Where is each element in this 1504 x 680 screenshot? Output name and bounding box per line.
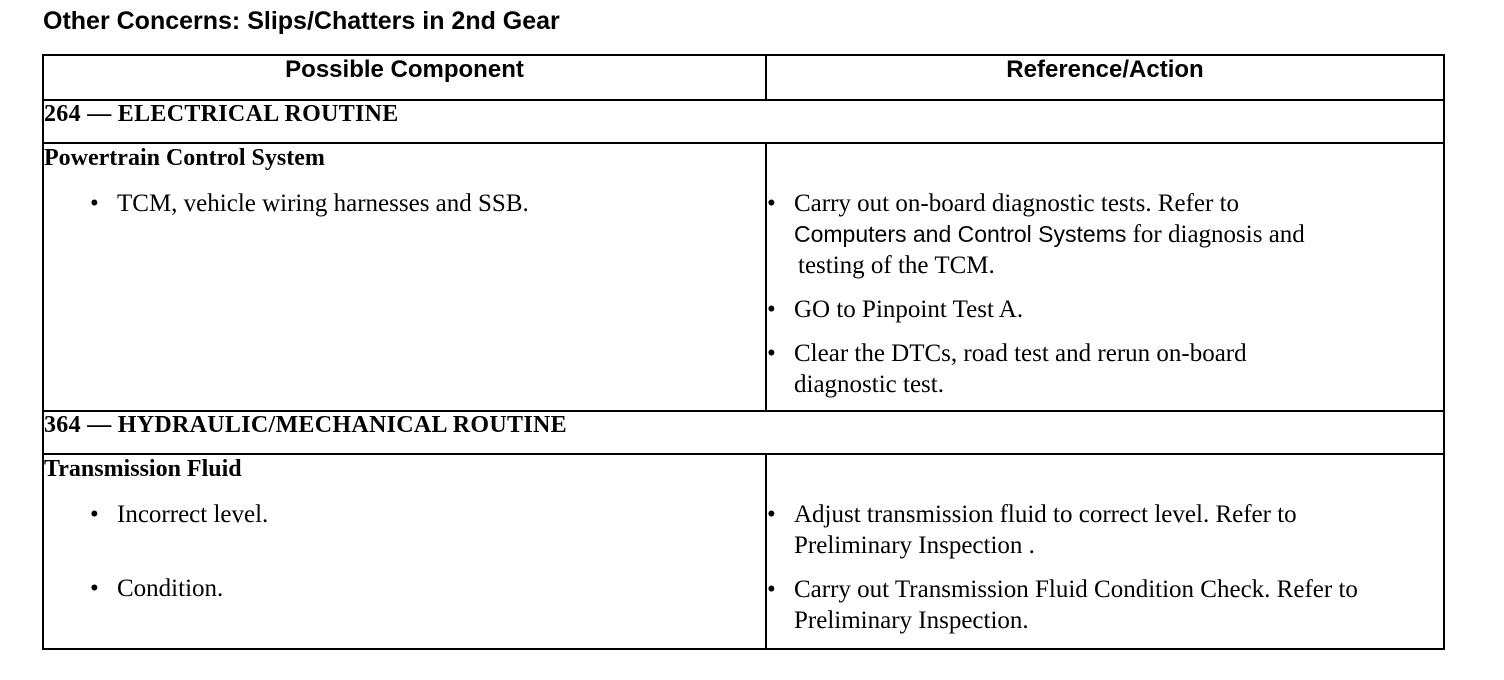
group-title: Transmission Fluid [44, 456, 242, 482]
reference-cell [766, 143, 1444, 411]
reference-link[interactable]: Computers and Control Systems [794, 221, 1127, 247]
routine-label: 264 — ELECTRICAL ROUTINE [43, 100, 1444, 143]
action-text: Adjust transmission fluid to correct level. Refer to Preliminary Inspection . [794, 501, 1297, 559]
routine-row [43, 100, 1444, 143]
action-text: Carry out Transmission Fluid Condition Check. Refer to Preliminary Inspection. [794, 576, 1358, 634]
action-item [767, 338, 1354, 400]
bullet-icon: • [90, 575, 99, 602]
component-item-text: TCM, vehicle wiring harnesses and SSB. [117, 190, 529, 217]
action-item [767, 188, 1443, 281]
component-item [90, 573, 765, 604]
table-row [43, 454, 1444, 649]
action-text: Clear the DTCs, road test and rerun on-board diagnostic test. [794, 340, 1247, 398]
routine-row [43, 411, 1444, 454]
action-text: testing of the TCM. [798, 252, 995, 279]
bullet-icon: • [767, 340, 776, 367]
group-title: Powertrain Control System [44, 145, 325, 171]
bullet-icon: • [90, 501, 99, 528]
component-item [90, 499, 765, 530]
bullet-icon: • [767, 190, 776, 217]
table-row [43, 143, 1444, 411]
bullet-icon: • [767, 501, 776, 528]
diagnostic-table [42, 54, 1445, 650]
action-item [767, 574, 1424, 636]
reference-cell [766, 454, 1444, 649]
bullet-icon: • [767, 296, 776, 323]
action-item [767, 499, 1384, 561]
action-text: for diagnosis and [1126, 221, 1305, 248]
action-text: GO to Pinpoint Test A. [794, 296, 1024, 323]
bullet-icon: • [767, 576, 776, 603]
page-title: Other Concerns: Slips/Chatters in 2nd Gear [43, 7, 560, 35]
header-reference-action: Reference/Action [766, 55, 1444, 100]
component-cell [43, 454, 766, 649]
component-cell [43, 143, 766, 411]
component-item-text: Condition. [117, 575, 224, 602]
header-possible-component: Possible Component [43, 55, 766, 100]
component-item [90, 188, 765, 219]
action-text: Carry out on-board diagnostic tests. Refer to [794, 190, 1240, 217]
routine-label: 364 — HYDRAULIC/MECHANICAL ROUTINE [43, 411, 1444, 454]
bullet-icon: • [90, 190, 99, 217]
header-row [43, 55, 1444, 100]
action-item [767, 294, 1443, 325]
component-item-text: Incorrect level. [117, 501, 269, 528]
